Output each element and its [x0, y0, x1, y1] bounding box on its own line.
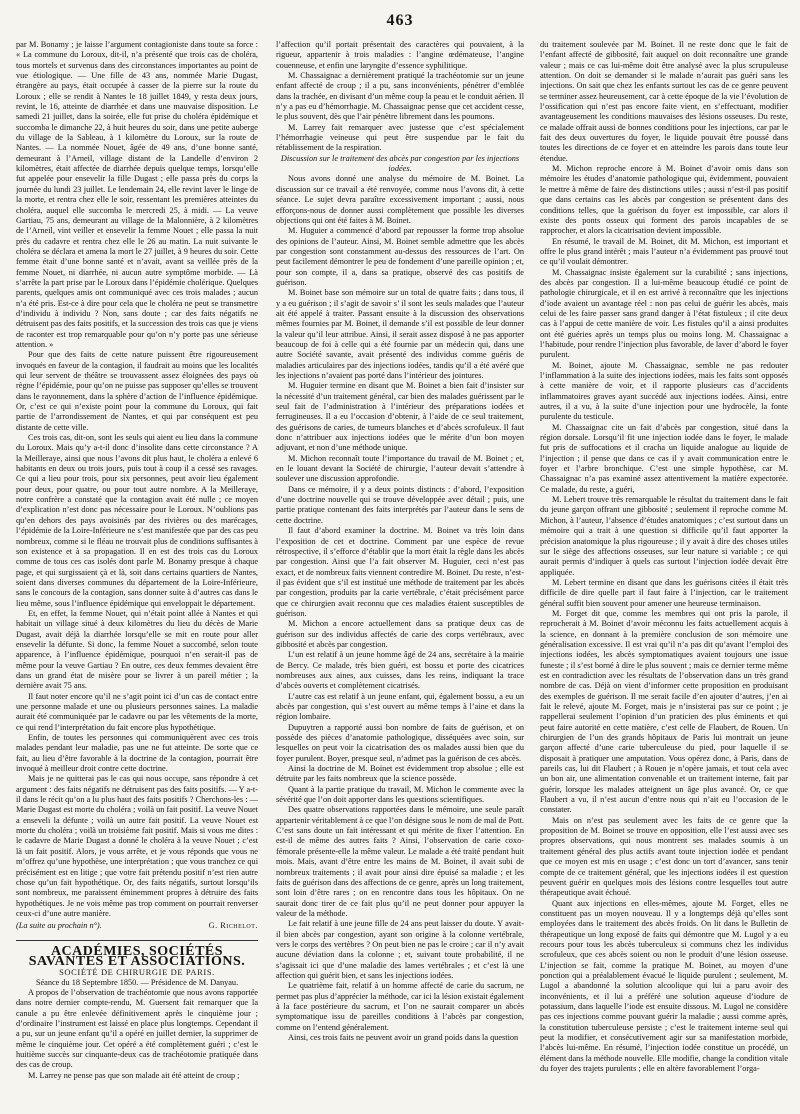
- paragraph: M. Huguier termine en disant que M. Boinet a bien fait d’insister sur la nécessité d’un traitement général, car bien des malades guérissent par le seul fait de l’administration à l’intérieur des préparations iodées et ferrugineuses. Il a eu l’occasion d’obtenir, à l’aide de ce seul traitement, des guérisons de caries, de tumeurs blanches et d’abcès scrofuleux. Il faut donc n’attribuer aux injections iodées que le mérite d’un bon moyen adjuvant, et non d’une méthode unique.: [276, 381, 524, 453]
- society-title: SOCIÉTÉ DE CHIRURGIE DE PARIS.: [59, 967, 215, 978]
- continuation-note: (La suite au prochain n°).: [16, 921, 102, 931]
- paragraph: Quant à la partie pratique du travail, M. Michon le commente avec la sévérité que l’on doit apporter dans les questions scientifiques.: [276, 784, 524, 805]
- paragraph: M. Boinet base son mémoire sur un total de quatre faits ; dans tous, il y a eu guérison ; il s’agit de savoir s’ il sont les seuls malades que l’auteur ait été appelé à traiter. Passant ensuite à la discussion des observations mêmes fournies par M. Boinet, il demande s’il est possible de leur donner la valeur qu’il leur attribue. Ainsi, il serait assez disposé à ne pas apporter beaucoup de foi à celle qui a été fournie par un médecin qui, dans une autre Société savante, avait présenté des individus comme guéris de maladies articulaires par des injections iodées, tandis qu’il a été avéré que les injections n’avaient pas porté dans l’intérieur des jointures.: [276, 288, 524, 380]
- paragraph: M. Huguier a commencé d’abord par repousser la forme trop absolue des opinions de l’auteur. Ainsi, M. Boinet semble admettre que les abcès par congestion sont constamment au-dessus des ressources de l’art. On peut facilement démontrer le peu de fondement d’une pareille opinion ; et, pour son compte, il a, dans sa pratique, observé des cas positifs de guérison.: [276, 226, 524, 287]
- column-2: [276, 40, 524, 1108]
- paragraph: M. Michon reconnaît toute l’importance du travail de M. Boinet ; et, en le louant devant la Société de chirurgie, l’auteur devait s’attendre à soulever une discussion approfondie.: [276, 453, 524, 484]
- paragraph: M. Forget dit que, comme les membres qui ont pris la parole, il reprocherait à M. Boinet d’avoir méconnu les faits actuellement acquis à la science, en donnant à la première conclusion de son mémoire une généralisation excessive. Il est vrai qu’il n’a pas dit qu’avant l’emploi des injections iodées, les abcès symptomatiques avaient toujours une issue funeste ; il s’est borné à dire le plus souvent ; mais ce dernier terme même est en contradiction avec les résultats de l’observation dans un très grand nombre de cas. Déjà on vient d’informer cette proposition en produisant des exemples de guérison. Il me serait facile d’en ajouter d’autres, j’en ai fait le relevé, ajoute M. Forget, mais je n’insisterai pas sur ce point ; je rappellerai seulement l’opinion d’un praticien des plus éminents et qui peut faire autorité en cette matière, c’est celle de Flaubert, de Rouen. Un chirurgien de l’un des grands hôpitaux de Paris lui montrait un jeune garçon affecté d’une carie tuberculeuse du pied, pour laquelle il se disposait à pratiquer une amputation. Vous opérez donc, à Paris, dans de pareils cas, lui dit Flaubert ; à Rouen je n’opère jamais, et tout cela avec un bon air, une alimentation convenable et un traitement interne, fait par guérir, lorsque les malades atteignent un âge plus avancé. Or, ce que Flaubert a vu, il n’est aucun d’entre nous qui n’ait eu l’occasion de le constater.: [540, 608, 788, 815]
- paragraph: A propos de l’observation de trachéotomie que nous avons rapportée dans notre dernier compte-rendu, M. Guersent fait remarquer que la canule a pu être enlevée définitivement après le cinquième jour ; d’ordinaire l’instrument est laissé en place plus longtemps. Cependant il a pu, sur un jeune enfant qu’il a opéré en juillet dernier, la supprimer de même le cinquième jour. Cet opéré a été complètement guéri ; c’est le huitième succès sur cinquante-deux cas de trachéotomie pratiquée dans des cas de croup.: [16, 987, 258, 1070]
- author-signature: G. Richelot.: [208, 921, 258, 931]
- paragraph: Ces trois cas, dit-on, sont les seuls qui aient eu lieu dans la commune du Loroux. Mais qu’y a-t-il donc d’insolite dans cette circonstance ? A la Meilleraye, ainsi que nous l’avons dit plus haut, le choléra a enlevé 6 habitants en deux ou trois jours, puis tout à coup il a cessé ses ravages. Ce qui a lieu pour trois, pour six personnes, peut avoir lieu également pour deux, pour quatre, ou pour tout autre nombre. A la Meilleraye, notre confrère a constaté que la contagion avait été nulle ; ce moyen d’explication n’est donc pas nécessaire pour le Loroux. N’oublions pas qu’en dehors des pays avoisinés par des rivières ou des marécages, l’épidémie de la Loire-Inférieure ne s’est manifestée que par des cas peu nombreux, comme si le fléau ne trouvait plus de conditions suffisantes à son existence et à sa propagation. Il en est des trois cas du Loroux comme de tous ces cas isolés dont parle M. Bonamy presque à chaque page, et qui surgissaient çà et là, soit dans certains quartiers de Nantes, soient dans diverses communes du département de la Loire-Inférieure, sans le concours de la contagion, sans donner suite à d’autres cas dans le lieu même, sous l’influence épidémique qui enveloppait le département.: [16, 433, 258, 608]
- paragraph: Dupuytren a rapporté aussi bon nombre de faits de guérison, et on possède des pièces d’anatomie pathologique, disséquées avec soin, sur lesquelles on peut voir la cicatrisation des os malades aussi bien que du foyer purulent. Boyer, presque seul, n’admet pas la guérison de ces abcès.: [276, 722, 524, 763]
- session-line: Séance du 18 Septembre 1850. — Présidence de M. Danyau.: [35, 977, 239, 987]
- paragraph: Il faut noter encore qu’il ne s’agit point ici d’un cas de contact entre une personne malade et une ou plusieurs personnes saines. La maladie aurait été communiquée par le cadavre ou par les vêtements de la morte, ce qui rend l’interprétation du fait encore plus hypothétique.: [16, 691, 258, 732]
- paragraph: M. Chassaignac insiste également sur la curabilité ; sans injections, des abcès par congestion. Il a lui-même beaucoup étudié ce point de pathologie chirurgicale, et il en est arrivé à reconnaître que les injections d’iode avaient un avantage réel : non pas celui de guérir les abcès, mais celui de les faire passer sans grand danger à l’état fistuleux ; il cite deux cas à l’appui de cette manière de voir. Les fistules qu’il a ainsi produites ont été guéries après un temps plus ou moins long. M. Chassaignac a l’habitude, pour rendre l’injection plus favorable, de laver d’abord le foyer purulent.: [540, 267, 788, 360]
- paragraph: Ainsi, ces trois faits ne peuvent avoir un grand poids dans la question: [288, 1033, 519, 1042]
- paragraph: du traitement soulevée par M. Boinet. Il ne reste donc que le fait de l’enfant affecté de gibbosité, fait auquel on doit reconnaître une grande valeur ; mais ce cas lui-même doit être analysé avec la plus scrupuleuse attention. On doit se demander si le malade n’aurait pas guéri sans les injections. On sait que chez les enfants surtout les cas de ce genre peuvent se terminer assez heureusement, car à cette époque de la vie l’évolution de l’ossification qui n’est pas encore faite vient, en s’effectuant, modifier avantageusement les conditions mauvaises des lésions osseuses. Du reste, ce malade offrait aussi de bonnes conditions pour les injections, car par le fait des deux ouvertures du foyer, le liquide pouvait être poussé dans toutes les directions de ce foyer et en atteindre les parois dans toute leur étendue.: [540, 40, 788, 163]
- paragraph: M. Larrey fait remarquer avec justesse que c’est spécialement l’hémorrhagie veineuse qui peut être suspendue par le fait du rétablissement de la respiration.: [276, 122, 524, 153]
- column-1-body: [16, 40, 258, 919]
- paragraph: Quant aux injections en elles-mêmes, ajoute M. Forget, elles ne constituent pas un moyen nouveau. Il y a longtemps déjà qu’elles sont employées dans le traitement des abcès froids. On lit dans le Bulletin de thérapeutique un long exposé de faits qui démontre que M. Lugol y a eu recours pour tous les abcès tuberculeux si communs chez les individus scrofuleux, que ces abcès soient ou non le produit d’une lésion osseuse. L’injection se fait, comme la pratique M. Boinet, au moyen d’une ponction qui a préalablement évacué le liquide purulent ; seulement, M. Lugol a abandonné la solution alcoolique qui lui a paru avoir des inconvénients, et il lui a préféré une solution aqueuse d’iodure de potassium, dans laquelle l’iode est ensuite dissous. M. Lugol ne considère pas ces injections comme pouvant guérir la maladie ; aussi comme après, la constitution tuberculeuse persiste ; c’est le traitement interne seul qui peut la modifier, et consécutivement agir sur sa manifestation morbide, l’abcès lui-même. En résumé, l’injection iodée constitue un procédé, un élément dans la méthode nouvelle. Elle modifie, change la condition vitale du foyer des trajets purulents ; elle en altère favorablement l’orga-: [540, 898, 788, 1074]
- paragraph: Ainsi la doctrine de M. Boinet est évidemment trop absolue ; elle est détruite par les faits nombreux que la science possède.: [276, 764, 524, 784]
- paragraph: M. Michon a encore actuellement dans sa pratique deux cas de guérison sur des individus affectés de carie des corps vertébraux, avec gibbosité et abcès par congestion.: [276, 619, 524, 649]
- paragraph: Nous avons donné une analyse du mémoire de M. Boinet. La discussion sur ce travail a été renvoyée, comme nous l’avons dit, à cette séance. Le sujet devra paraître excessivement important ; aussi, nous efforçons-nous de donner aussi complètement que possible les diverses objections qui ont été faites à M. Boinet.: [276, 174, 524, 225]
- section-title: ACADÉMIES, SOCIÉTÉS SAVANTES ET ASSOCIATIONS.: [28, 943, 246, 969]
- paragraph: l’affection qu’il portait présentait des caractères qui pouvaient, à la rigueur, appartenir à trois maladies : l’angine œdémateuse, l’angine couenneuse, et enfin une laryngite d’essence syphilitique.: [276, 40, 524, 70]
- paragraph: Pour que des faits de cette nature puissent être rigoureusement invoqués en faveur de la contagion, il faudrait au moins que les localités qui leur servent de théâtre se trouvassent assez éloignées des pays où règne l’épidémie, pour qu’on ne puisse pas supposer qu’elles se trouvent dans le rayonnement, dans la sphère d’action de l’influence épidémique. Or, c’est ce qui n’existe point pour la commune du Loroux, qui fait partie de l’arrondissement de Nantes, et qui par conséquent est peu distante de cette ville.: [16, 350, 258, 432]
- page-number: 463: [386, 12, 414, 29]
- paragraph: Dans ce mémoire, il y a deux points distincts : d’abord, l’exposition d’une doctrine nouvelle qui se trouve développée avec détail ; puis, une partie pratique contenant des faits interprétés par l’auteur dans le sens de cette doctrine.: [276, 484, 524, 525]
- discussion-subheading: Discussion sur le traitement des abcès par congestion par les injections iodées.: [280, 153, 520, 174]
- paragraph: M. Lebert trouve très remarquable le résultat du traitement dans le fait du jeune garçon offrant une gibbosité ; seulement il reproche comme M. Michon, à l’auteur, l’absence d’études anatomiques ; c’est surtout dans un mémoire qui a trait à une question si difficile qu’il faut apporter la précision anatomique la plus rigoureuse ; il y avait à dire des choses utiles sur le siège des affections osseuses, sur leur nature si variable ; ce qui aurait permis d’indiquer à quels cas surtout l’injection iodée devait être appliquée.: [540, 495, 788, 577]
- paragraph: par M. Bonamy ; je laisse l’argument contagioniste dans toute sa force : « La commune du Loroux, dit-il, n’a présenté que trois cas de choléra, tous mortels et survenus dans des circonstances importantes au point de vue étiologique. — Une fille de 43 ans, nommée Marie Dugast, étrangère au pays, était occupée à casser de la pierre sur la route du Loroux ; elle se rendit à Nantes le 18 juillet 1849, y resta deux jours, revint, le 16, atteinte de diarrhée et dans une mauvaise disposition. Le samedi 21 juillet, dans la soirée, elle fut prise du choléra épidémique et succomba le dimanche 22, à huit heures du soir, dans une petite auberge du village de la Sableau, à 1 kilomètre du Loroux, sur la route de Nantes. — La nommée Nouet, âgée de 49 ans, d’une bonne santé, demeurant à l’Arneil, village distant de la Landelle d’environ 2 kilomètres, était affectée de diarrhée depuis quelque temps, lorsqu’elle fut appelée pour ensevelir la fille Dugast ; elle passa près du corps la journée du lundi 23 juillet. Le lendemain 24, elle revint laver le linge de la morte, et rentra chez elle le soir, ressentant les premières atteintes du choléra, auquel elle succomba le mercredi 25, à midi. — La veuve Gartiau, 75 ans, demeurant au village de la Malonnière, à 2 kilomètres de l’Arneil, vint veiller et ensevelir la femme Nouet ; elle passa la nuit près du cadavre et rentra chez elle le 26 au matin. La nuit suivante le choléra se déclara et amena la mort le 27 juillet, à 9 heures du soir. Cette femme était d’une bonne santé et n’avait, avant sa veillée près de la femme Nouet, ni diarrhée, ni aucun autre symptôme morbide. — Là s’arrête la part prise par le Loroux dans l’épidémie cholérique. Quelques parents, quelques amis ont communiqué avec ces trois malades ; aucun n’a été pris. Est-ce à dire pour cela que le choléra ne peut se transmettre d’individu à individu ? Non, sans doute ; car des faits négatifs ne détruisent pas des faits positifs, et la succession des trois cas que je viens de raconter est trop remarquable pour qu’on n’y porte pas une sérieuse attention. »: [16, 40, 258, 349]
- paragraph: Le quatrième fait, relatif à un homme affecté de carie du sacrum, ne permet pas plus d’apprécier la méthode, car ici la lésion existait également à la face postérieure du sacrum, et l’on ne saurait comparer un abcès symptomatique issu de pareilles conditions à l’abcès par congestion, comme on l’entend généralement.: [276, 981, 524, 1032]
- paragraph: En résumé, le travail de M. Boinet, dit M. Michon, est important et offre le plus grand intérêt ; mais l’auteur n’a évidemment pas prouvé tout ce qu’il voulait démontrer.: [540, 236, 788, 267]
- paragraph: Le fait relatif à une jeune fille de 24 ans peut laisser du doute. Y avait-il bien abcès par congestion, ayant son origine à la colonne vertébrale, vers le corps des vertèbres ? On peut bien ne pas le croire ; car il n’y avait aucune déviation dans la colonne ; et, suivant toute probabilité, il ne s’agissait ici que d’une maladie des lames vertébrales ; et c’est là une affection qui guérit bien, et sans les injections iodées.: [276, 919, 524, 980]
- paragraph: M. Chassaignac a dernièrement pratiqué la trachéotomie sur un jeune enfant affecté de croup ; il a pu, sans inconvénients, pénétrer d’emblée dans la trachée, en divisant d’un même coup la peau et le conduit aérien. Il n’y a pas eu d’hémorrhagie. M. Chassaignac pense que cet accident cesse, le plus souvent, dès que l’air pénètre librement dans les poumons.: [276, 71, 524, 122]
- section-divider: [16, 940, 258, 941]
- paragraph: M. Chassaignac cite un fait d’abcès par congestion, situé dans la région dorsale. Lorsqu’il fit une injection iodée dans le foyer, le malade fut pris de suffocations et il cracha un liquide analogue au liquide de l’injection ; il pense que dans ce cas il y avait communication entre le foyer et l’arbre bronchique. C’est une simple hypothèse, car M. Chassaignac n’a pas examiné assez attentivement la matière expectorée. Ce malade, du reste, a guéri,: [540, 422, 788, 494]
- paragraph: Enfin, de toutes les personnes qui communiquèrent avec ces trois malades pendant leur maladie, pas une ne fut atteinte. De sorte que ce fait, au lieu d’être favorable à la doctrine de la contagion, pourrait être invoqué à meilleur droit contre cette doctrine.: [16, 733, 258, 774]
- paragraph: Mais je ne quitterai pas le cas qui nous occupe, sans répondre à cet argument : des faits négatifs ne détruisent pas des faits positifs. — Y a-t-il dans le récit qu’on a lu plus haut des faits positifs ? Cherchons-les : — Marie Dugast est morte du choléra ; voilà un fait positif. La veuve Nouet a enseveli la défunte ; voilà un autre fait positif. La veuve Nouet est morte du choléra ; voilà un troisième fait positif. Mais si vous me dites : le cadavre de Marie Dugast a donné le choléra à la veuve Nouet ; c’est là un fait positif. Alors, je vous arrête, et je vous réponds que vous ne m’offrez qu’une hypothèse, une interprétation ; que vous tranchez ce qui précisément est en litige ; que votre fait prétendu positif n’est rien autre chose qu’un fait hypothétique. Or, des faits négatifs, surtout lorsqu’ils sont nombreux, me paraissent éminemment propres à détruire des faits hypothétiques. Je ne vois même pas trop comment on pourrait renverser ceux-ci d’une autre manière.: [16, 774, 258, 918]
- paragraph: Mais on n’est pas seulement avec les faits de ce genre que la proposition de M. Boinet se trouve en opposition, elle l’est aussi avec ses propres observations, qui nous montrent ses malades soumis à un traitement général des plus actifs avant toute injection iodée et pendant que ce moyen est mis en usage ; c’est donc un tort d’avancer, sans tenir compte de ce traitement général, que les injections iodées il est question peuvent guérir en quelques mois des lésions contre lesquelles tout autre thérapeutique avait échoué.: [540, 815, 788, 898]
- paragraph: M. Michon reproche encore à M. Boinet d’avoir omis dans son mémoire les études d’anatomie pathologique qui, évidemment, pouvaient le mettre à même de faire des distinctions utiles ; aussi n’est-il pas positif que dans certains cas les abcès par congestion se présentent dans des conditions telles, que la guérison du foyer est impossible, car alors il existe des ponts osseux qui forment des parois incapables de se rapprocher, et alors la cicatrisation devient impossible.: [540, 164, 788, 236]
- paragraph: M. Lebert termine en disant que dans les guérisons citées il était très difficile de dire quelle part il faut faire à l’injection, car le traitement général suffit bien souvent pour amener une heureuse terminaison.: [540, 577, 788, 608]
- signature-line: [16, 921, 258, 931]
- paragraph: L’un est relatif à un jeune homme âgé de 24 ans, secrétaire à la mairie de Bercy. Ce malade, très bien guéri, est bossu et porte des cicatrices nombreuses aux aines, aux cuisses, dans les reins, indiquant la trace d’abcès ouverts et complètement cicatrisés.: [276, 650, 524, 691]
- column-1: [16, 40, 258, 1108]
- paragraph: M. Boinet, ajoute M. Chassaignac, semble ne pas redouter l’inflammation à la suite des injections iodées, mais les faits sont opposés à cette manière de voir, et il rapporte plusieurs cas d’accidents inflammatoires graves ayant succédé aux injections iodées. Ainsi, entre autres, il a vu, à la suite d’une injection pour une hydrocèle, la fonte purulente du testicule.: [540, 360, 788, 422]
- paragraph: Il faut d’abord examiner la doctrine. M. Boinet va très loin dans l’exposition de cet et doctrine. Comment par une espèce de revue rétrospective, il s’efforce d’établir que la mort était la règle dans les abcès par congestion. Ainsi que l’a fait observer M. Huguier, ceci n’est pas exact, et de nombreux faits viennent contredire M. Boinet. Du reste, n’est-il pas évident que s’il est institué une méthode de traitement par les abcès par congestion, produits par la carie vertébrale, c’était précisément parce que ce chirurgien avait reconnu que ces maladies étaient susceptibles de guérison.: [276, 526, 524, 618]
- paragraph: Des quatre observations rapportées dans le mémoire, une seule paraît appartenir véritablement à ce que l’on désigne sous le nom de mal de Pott. C’est sans doute un fait intéressant et qui mérite de fixer l’attention. En est-il de même des autres faits ? Ainsi, l’observation de carie coxo-fémorale présente-elle la même valeur. Le malade a été traité pendant huit mois. Mais, avant d’être entre les mains de M. Boinet, il avait subi de nombreux traitements ; il avait pour ainsi dire épuisé sa maladie ; et les faits de guérison dans des affections de ce genre, après un long traitement, sont loin d’être rares ; on en rencontre dans tous les hôpitaux. On ne saurait donc tirer de ce fait plus qu’il ne peut donner pour appuyer la valeur de la méthode.: [276, 805, 524, 918]
- paragraph: L’autre cas est relatif à un jeune enfant, qui, également bossu, a eu un abcès par congestion, qui s’est ouvert au même temps à l’aine et dans la région lombaire.: [276, 691, 524, 722]
- paragraph: Et, en effet, la femme Nouet, qui n’était point allée à Nantes et qui habitait un village situé à deux kilomètres du lieu du décès de Marie Dugast, avait déjà la diarrhée lorsqu’elle se mit en route pour aller ensevelir la défunte. Si donc, la femme Nouet a succombé, selon toute apparence, à l’influence épidémique, pourquoi n’en serait-il pas de même pour la veuve Gartiau ? En outre, ces deux femmes devaient être dans un grand état de misère pour se livrer à un pareil métier ; la dernière avait 75 ans.: [16, 608, 258, 691]
- column-3: [540, 40, 788, 1108]
- paragraph: M. Larrey ne pense pas que son malade ait été atteint de croup ;: [28, 1070, 240, 1080]
